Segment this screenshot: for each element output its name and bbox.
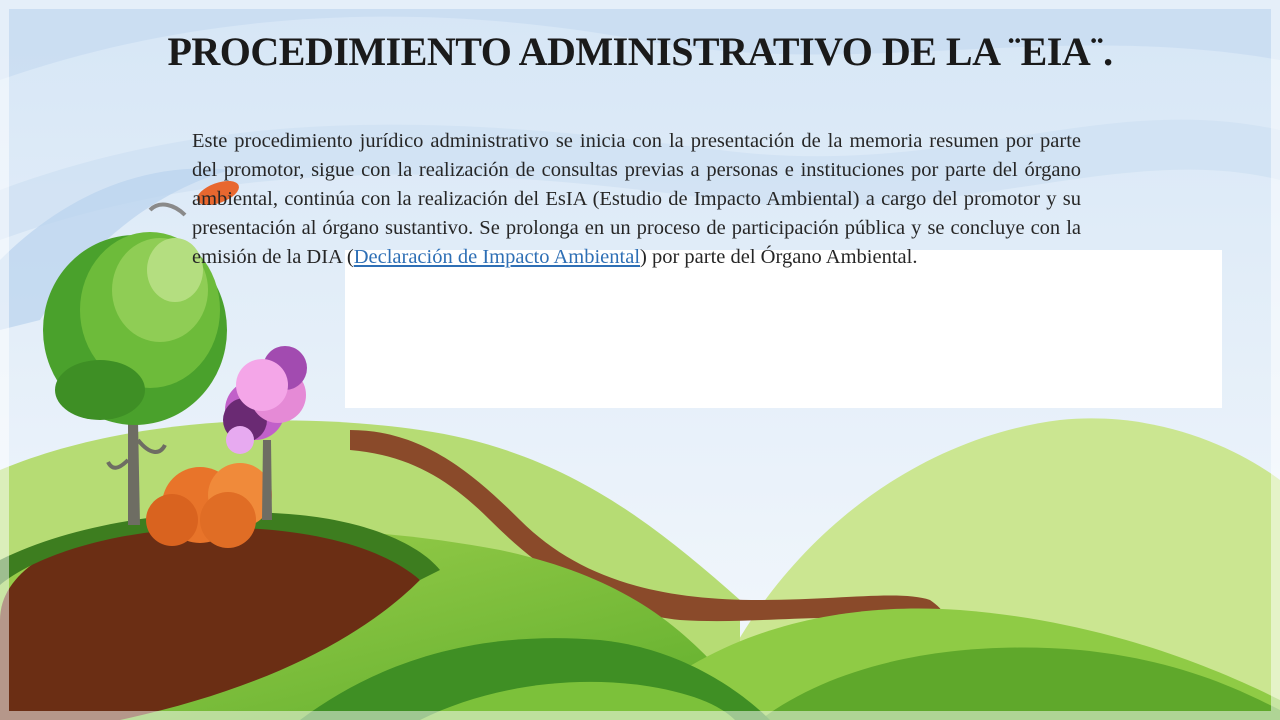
dia-link[interactable]: Declaración de Impacto Ambiental	[353, 246, 641, 268]
body-paragraph	[192, 127, 1081, 272]
body-text-start: Este procedimiento jurídico administrativo se inicia con la presentación de la memoria resumen por parte del promotor, sigue con la realización de consultas previas a personas e instituciones por parte del órgano ambiental, continúa con la realización del EsIA (Estudio de Impacto Ambiental) a cargo del promotor y su presentación al órgano sustantivo. Se prolonga en un proceso de participación pública y se concluye con la emisión de la DIA (	[192, 130, 1081, 268]
slide-title: PROCEDIMIENTO ADMINISTRATIVO DE LA ¨EIA¨.	[167, 29, 1113, 74]
text-background-panel	[345, 250, 1222, 408]
body-text-end: ) por parte del Órgano Ambiental.	[640, 246, 918, 268]
